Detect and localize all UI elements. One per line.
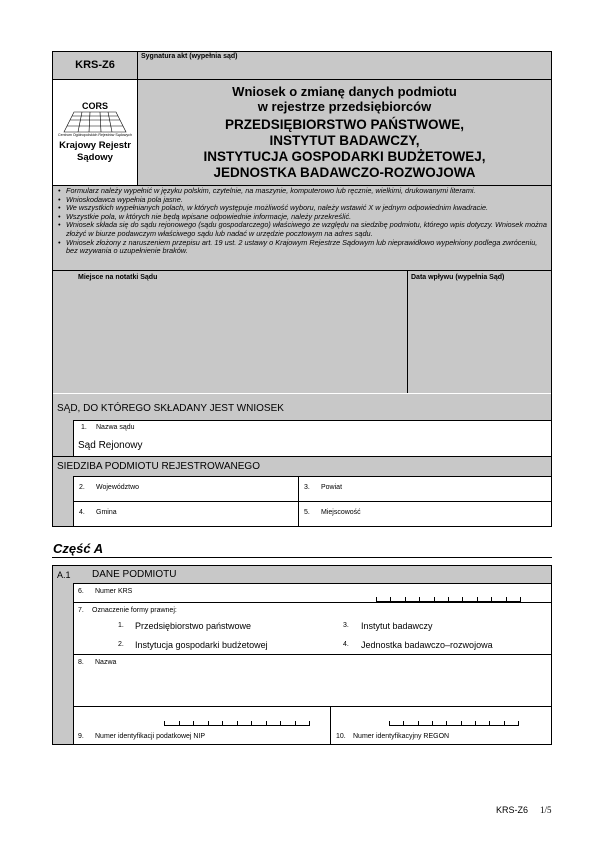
a1-title: DANE PODMIOTU [92, 569, 177, 580]
footer-form-code: KRS-Z6 [496, 805, 529, 815]
cors-logo-name: CORS [58, 101, 132, 111]
signature-label: Sygnatura akt (wypełnia sąd) [141, 53, 238, 60]
instructions-box [52, 185, 552, 271]
form-code: KRS-Z6 [75, 59, 115, 71]
court-notes-cell [52, 270, 408, 394]
legal-option-research-institute[interactable]: Instytut badawczy [361, 621, 433, 631]
entity-name-label: Nazwa [95, 659, 117, 666]
commune-label: Gmina [96, 509, 117, 516]
cors-logo-subtitle: Centrum Ogólnopolskich Rejestrów Sądowych [58, 133, 132, 137]
voivodeship-label: Województwo [96, 484, 140, 491]
regon-number: 10. [336, 733, 346, 740]
legal-form-label: Oznaczenie formy prawnej: [92, 607, 177, 614]
krs-digit-boxes[interactable] [376, 595, 521, 602]
entity-name-number: 8. [78, 659, 84, 666]
a1-left-strip [53, 583, 74, 744]
form-subtitle-line4: JEDNOSTKA BADAWCZO-ROZWOJOWA [213, 165, 476, 180]
entity-name-field[interactable] [73, 654, 551, 707]
instruction-item: • Wniosek składa się do sądu rejonowego (sądu gospodarczego) właściwego ze względu na siedzibę podmiotu, którego wpis dotyczy. Wniosek można złożyć w biurze podawczym właściwego sądu lub nadać w urzędzie pocztowym na adres sądu. [58, 221, 547, 238]
a1-number: A.1 [57, 570, 71, 580]
court-heading: SĄD, DO KTÓREGO SKŁADANY JEST WNIOSEK [57, 403, 284, 414]
form-subtitle-line1: PRZEDSIĘBIORSTWO PAŃSTWOWE, [225, 117, 464, 132]
legal-option-state-enterprise[interactable]: Przedsiębiorstwo państwowe [135, 621, 252, 631]
locality-label: Miejscowość [321, 509, 361, 516]
footer-page-number: 1/5 [540, 805, 552, 815]
nip-digit-boxes[interactable] [164, 719, 310, 726]
regon-digit-boxes[interactable] [389, 719, 519, 726]
legal-option-research-development-unit[interactable]: Jednostka badawczo–rozwojowa [361, 640, 493, 650]
legal-option-budget-institution[interactable]: Instytucja gospodarki budżetowej [135, 640, 268, 650]
registry-name: Krajowy Rejestr Sądowy [59, 140, 131, 163]
seat-heading: SIEDZIBA PODMIOTU REJESTROWANEGO [57, 461, 260, 472]
regon-label: Numer identyfikacyjny REGON [353, 733, 450, 740]
locality-number: 5. [304, 509, 310, 516]
court-name-label: Nazwa sądu [96, 424, 135, 431]
form-subtitle-line2: INSTYTUT BADAWCZY, [269, 133, 420, 148]
receipt-date-label: Data wpływu (wypełnia Sąd) [411, 274, 505, 281]
part-a-underline [52, 557, 552, 558]
legal-option-number: 1. [118, 622, 124, 629]
krs-number-label: Numer KRS [95, 588, 133, 595]
legal-option-number: 3. [343, 622, 349, 629]
instruction-item: • We wszystkich wypełnianych polach, w których występuje możliwość wyboru, należy wstawić X w jednym odpowiednim kwadracie. [58, 204, 547, 213]
seat-left-strip [53, 476, 74, 526]
court-name-value: Sąd Rejonowy [78, 440, 143, 451]
instruction-item: • Wnioskodawca wypełnia pola jasne. [58, 196, 547, 205]
form-title-line1: Wniosek o zmianę danych podmiotu [232, 84, 457, 99]
commune-number: 4. [79, 509, 85, 516]
nip-number: 9. [78, 733, 84, 740]
krs-number-label-num: 6. [78, 588, 84, 595]
cors-logo-grid-icon [64, 112, 126, 132]
instruction-item: • Wszystkie pola, w których nie będą wpisane odpowiednie informacje, należy przekreślić. [58, 213, 547, 222]
court-notes-label: Miejsce na notatki Sądu [78, 274, 158, 281]
form-subtitle-line3: INSTYTUCJA GOSPODARKI BUDŻETOWEJ, [203, 149, 486, 164]
court-left-strip [53, 420, 74, 456]
voivodeship-number: 2. [79, 484, 85, 491]
district-number: 3. [304, 484, 310, 491]
part-a-title: Część A [53, 541, 104, 556]
instruction-item: • Wniosek złożony z naruszeniem przepisu art. 19 ust. 2 ustawy o Krajowym Rejestrze Sądowym lub nieprawidłowo wypełniony podlega zwróceniu, bez wzywania o uzupełnienie braków. [58, 239, 547, 256]
nip-label: Numer identyfikacji podatkowej NIP [95, 733, 206, 740]
legal-option-number: 2. [118, 641, 124, 648]
district-label: Powiat [321, 484, 343, 491]
form-title-line2: w rejestrze przedsiębiorców [257, 99, 432, 114]
legal-form-number: 7. [78, 607, 84, 614]
court-name-field[interactable] [73, 420, 551, 456]
receipt-date-cell [407, 270, 552, 394]
instructions-list [58, 187, 547, 256]
legal-option-number: 4. [343, 641, 349, 648]
court-name-number: 1. [81, 424, 87, 431]
instruction-item: • Formularz należy wypełnić w języku polskim, czytelnie, na maszynie, komputerowo lub ręcznie, wielkimi, drukowanymi literami. [58, 187, 547, 196]
